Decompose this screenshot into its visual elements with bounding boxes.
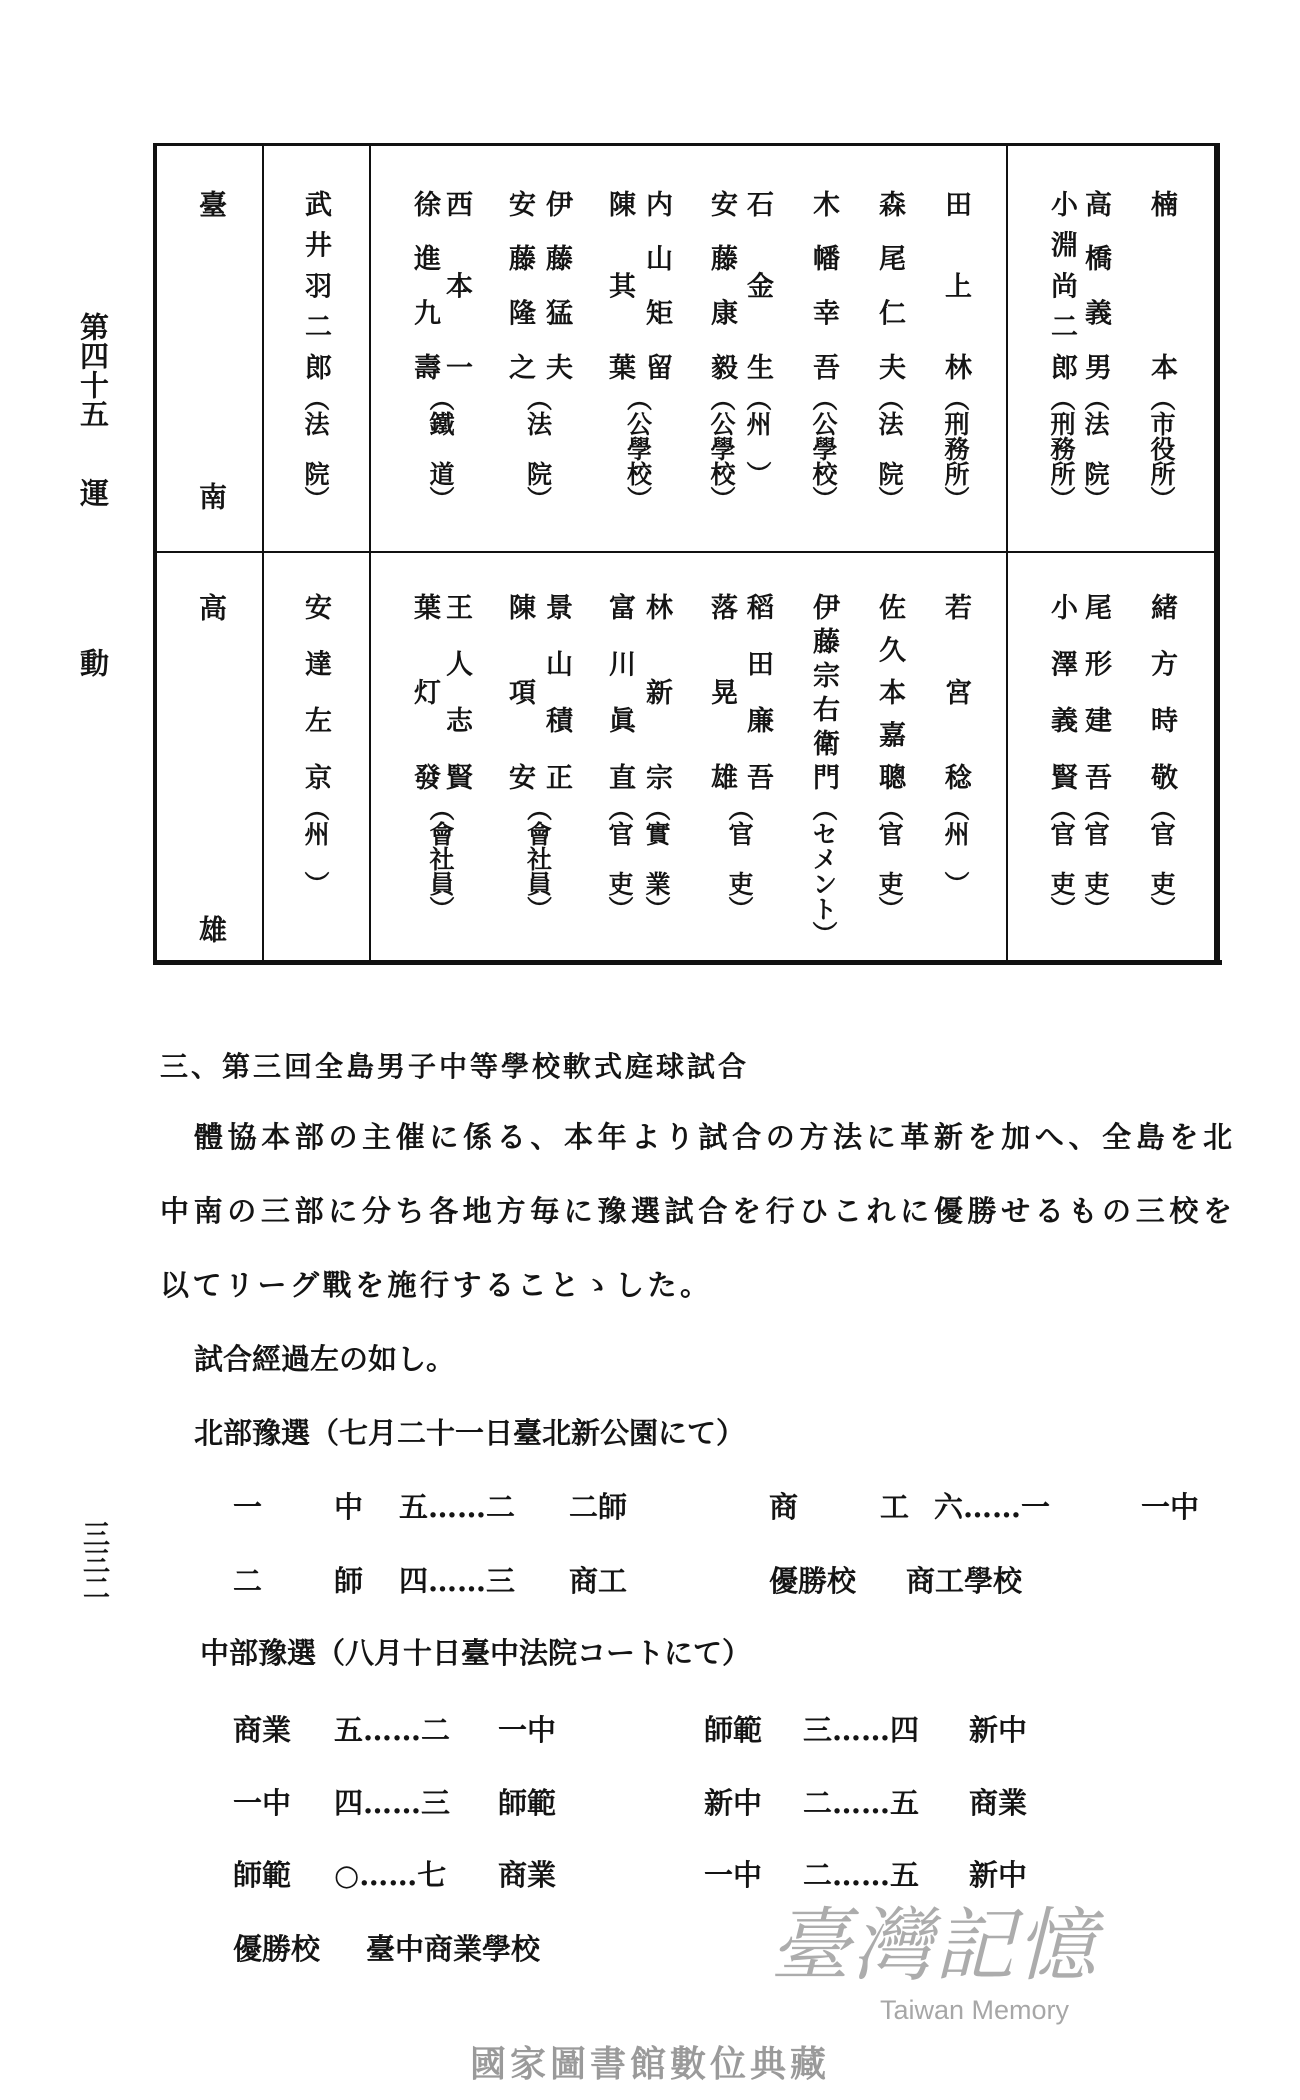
- north-winner-label: 優勝校: [769, 1564, 857, 1598]
- member-name: 森尾仁夫: [874, 190, 905, 380]
- member-affiliation: （法 院）: [1081, 386, 1110, 511]
- member-name: 陳項安: [504, 593, 535, 790]
- member-affiliation: （州 ）: [743, 386, 772, 486]
- member-affiliation: （市役所）: [1147, 386, 1176, 511]
- match-away: 商業: [498, 1858, 557, 1892]
- member-name: 陳其葉: [604, 190, 635, 380]
- match-score: ○……七: [334, 1858, 447, 1892]
- member-name: 伊藤猛夫: [541, 190, 572, 380]
- table-divider: [1006, 146, 1008, 960]
- match-away: 一中: [498, 1713, 557, 1747]
- member-affiliation: （公學校）: [623, 386, 653, 511]
- member-name: 尾形建吾: [1080, 593, 1111, 790]
- member-name: 石金生: [742, 190, 773, 380]
- member-name: 西本一: [441, 190, 472, 380]
- running-head-title: 第四十五: [76, 312, 110, 428]
- member-name: 富川眞直: [604, 593, 635, 790]
- central-winner-label: 優勝校: [233, 1932, 321, 1966]
- summary-line: 試合經過左の如し。: [194, 1342, 456, 1376]
- member-affiliation: （官 吏）: [875, 796, 904, 921]
- taiwan-memory-watermark: 臺灣記憶: [770, 1899, 1098, 1992]
- region-label: 高雄: [195, 593, 228, 943]
- match-home: 師範: [704, 1713, 763, 1747]
- match-home: 一中: [233, 1490, 363, 1524]
- member-name: 落晃雄: [706, 593, 737, 790]
- member-name: 若宮稔: [940, 593, 971, 790]
- member-affiliation: （實 業）: [642, 796, 671, 921]
- member-affiliation: （公學校）: [707, 386, 736, 511]
- table-middle-rule: [154, 551, 1218, 553]
- member-affiliation: （官 吏）: [605, 796, 634, 921]
- member-name: 林新宗: [641, 593, 672, 790]
- member-name: 佐久本嘉聰: [874, 593, 905, 790]
- member-affiliation: （刑務所）: [1047, 386, 1076, 511]
- table-bottom-rule: [154, 960, 1222, 965]
- match-score: 三……四: [803, 1713, 920, 1747]
- member-affiliation: （刑務所）: [941, 386, 970, 511]
- match-score: 四……三: [334, 1786, 451, 1820]
- match-score: 二……五: [803, 1858, 920, 1892]
- match-away: 商業: [969, 1786, 1028, 1820]
- match-away: 師範: [498, 1786, 557, 1820]
- member-name: 安藤康毅: [706, 190, 737, 380]
- member-affiliation: （公學校）: [809, 386, 838, 511]
- match-away: 新中: [969, 1713, 1028, 1747]
- match-score: 四……三: [399, 1564, 516, 1598]
- north-winner: 商工學校: [906, 1564, 1023, 1598]
- member-affiliation: （官 吏）: [725, 796, 754, 921]
- member-affiliation: （鐵 道）: [426, 386, 455, 511]
- member-affiliation: （官 吏）: [1081, 796, 1110, 921]
- member-name: 徐進九壽: [409, 190, 440, 380]
- match-home: 二師: [233, 1564, 363, 1598]
- central-preliminary-title: 中部豫選（八月十日臺中法院コートにて）: [200, 1636, 752, 1670]
- member-name: 木幡幸吾: [808, 190, 839, 380]
- member-affiliation: （州 ）: [941, 796, 970, 896]
- match-home: 商工: [769, 1490, 909, 1524]
- member-name: 小澤義賢: [1046, 593, 1077, 790]
- match-home: 師範: [233, 1858, 292, 1892]
- member-affiliation: （州 ）: [301, 796, 330, 896]
- member-name: 安藤隆之: [504, 190, 535, 380]
- member-name: 小淵尚二郎: [1046, 190, 1077, 380]
- member-affiliation: （會社員）: [426, 796, 455, 921]
- match-score: 六……一: [934, 1490, 1051, 1524]
- member-name: 稻田廉吾: [742, 593, 773, 790]
- region-label: 臺南: [195, 190, 228, 510]
- taiwan-memory-watermark-subtitle: Taiwan Memory: [880, 1995, 1070, 2025]
- section-heading: 三、第三回全島男子中等學校軟式庭球試合: [160, 1050, 750, 1083]
- body-line: 中南の三部に分ち各地方毎に豫選試合を行ひこれに優勝せるもの三校を: [160, 1194, 1232, 1228]
- member-name: 武井羽二郎: [300, 190, 331, 380]
- table-left-rule: [153, 143, 157, 965]
- member-affiliation: （法 院）: [875, 386, 904, 511]
- member-name: 王人志賢: [441, 593, 472, 790]
- table-right-rule: [1214, 143, 1220, 965]
- footer-credit: 國家圖書館數位典藏: [469, 2044, 830, 2085]
- match-score: 二……五: [803, 1786, 920, 1820]
- match-score: 五……二: [399, 1490, 516, 1524]
- match-home: 商業: [233, 1713, 292, 1747]
- table-divider: [262, 146, 264, 960]
- member-name: 葉灯發: [409, 593, 440, 790]
- central-winner: 臺中商業學校: [366, 1932, 541, 1966]
- roster-table: [0, 0, 1300, 1000]
- member-name: 安達左京: [300, 593, 331, 790]
- body-line: 體協本部の主催に係る、本年より試合の方法に革新を加へ、全島を北: [194, 1120, 1232, 1154]
- member-name: 緒方時敬: [1146, 593, 1177, 790]
- running-head-char: 運: [76, 478, 110, 507]
- match-away: 新中: [969, 1858, 1028, 1892]
- table-divider: [369, 146, 371, 960]
- match-home: 一中: [704, 1858, 763, 1892]
- match-score: 五……二: [334, 1713, 451, 1747]
- match-home: 一中: [233, 1786, 292, 1820]
- match-away: 商工: [569, 1564, 628, 1598]
- page-number: 三三二: [78, 1520, 109, 1601]
- member-affiliation: （官 吏）: [1047, 796, 1076, 921]
- north-preliminary-title: 北部豫選（七月二十一日臺北新公園にて）: [194, 1416, 746, 1450]
- member-name: 田上林: [940, 190, 971, 380]
- member-affiliation: （法 院）: [523, 386, 553, 511]
- table-top-rule: [154, 143, 1218, 146]
- match-away: 二師: [569, 1490, 628, 1524]
- match-away: 一中: [1141, 1490, 1200, 1524]
- member-affiliation: （セメント）: [809, 796, 838, 946]
- match-home: 新中: [704, 1786, 763, 1820]
- member-affiliation: （法 院）: [301, 386, 330, 511]
- member-name: 高橋義男: [1080, 190, 1111, 380]
- member-name: 楠本: [1146, 190, 1177, 380]
- member-affiliation: （會社員）: [523, 796, 553, 921]
- member-name: 景山積正: [541, 593, 572, 790]
- member-name: 内山矩留: [641, 190, 672, 380]
- member-name: 伊藤宗右衛門: [808, 593, 839, 790]
- member-affiliation: （官 吏）: [1147, 796, 1176, 921]
- body-line: 以てリーグ戰を施行することゝした。: [160, 1268, 713, 1302]
- running-head-char: 動: [76, 648, 110, 677]
